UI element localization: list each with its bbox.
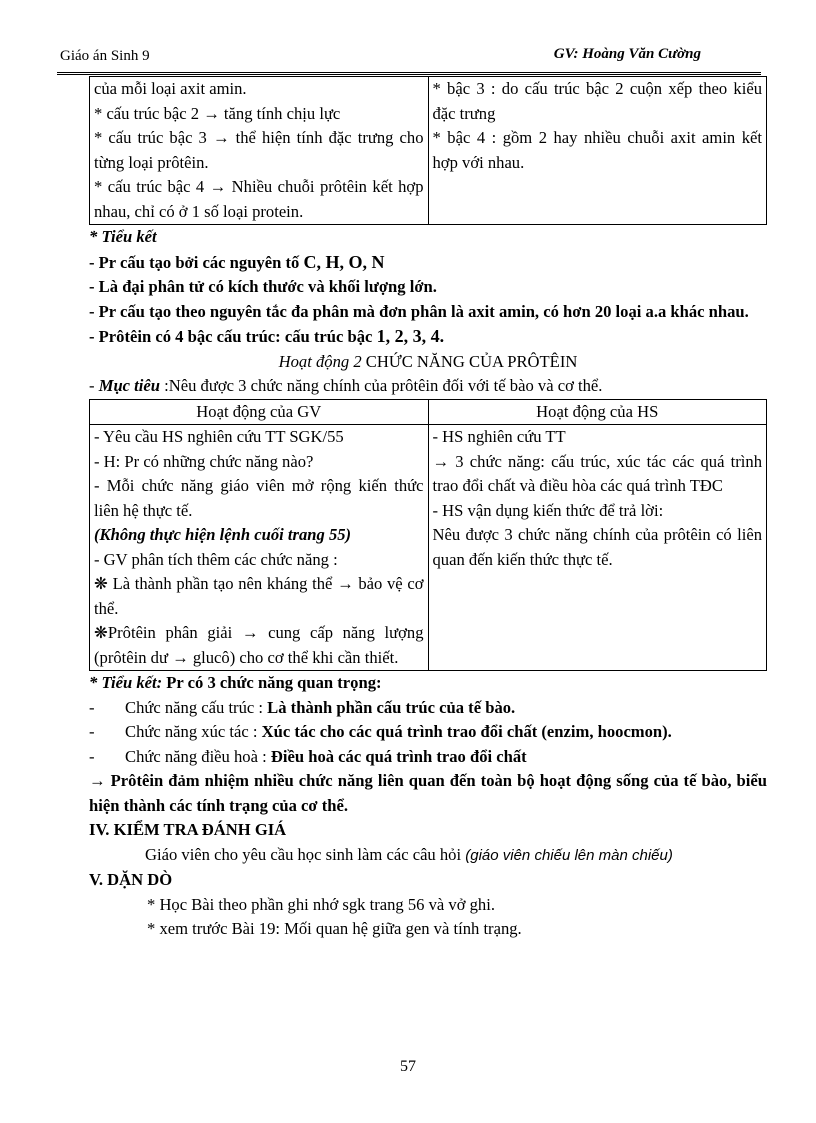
structure-table xyxy=(89,76,767,225)
table-line: ❋ Là thành phần tạo nên kháng thể → bảo vệ cơ thể. xyxy=(94,574,424,618)
summary2-conclusion: → Prôtêin đảm nhiệm nhiều chức năng liên quan đến toàn bộ hoạt động sống của tế bào, biểu hiện thành các tính trạng của cơ thể. xyxy=(89,771,767,815)
table-line: ❋Prôtêin phân giải → cung cấp năng lượng (prôtêin dư → glucô) cho cơ thể khi cần thiết. xyxy=(94,623,424,667)
summary1-line4: - Prôtêin có 4 bậc cấu trúc: cấu trúc bậc 1, 2, 3, 4. xyxy=(89,326,445,346)
header-teacher: GV: Hoàng Văn Cường xyxy=(553,46,701,62)
summary1-line2: - Là đại phân tử có kích thước và khối lượng lớn. xyxy=(89,277,437,296)
page-content xyxy=(89,76,767,942)
activity-table-gv-cell xyxy=(90,425,429,671)
table-line: của mỗi loại axit amin. xyxy=(94,79,247,98)
section5-title: V. DẶN DÒ xyxy=(89,870,173,889)
table-line: * bậc 4 : gồm 2 hay nhiều chuỗi axit amin kết hợp với nhau. xyxy=(432,128,762,172)
table-line: - Mỗi chức năng giáo viên mở rộng kiến thức liên hệ thực tế. xyxy=(94,476,424,520)
table-line: - HS vận dụng kiến thức để trả lời: xyxy=(432,500,664,520)
table-line: - HS nghiên cứu TT xyxy=(432,427,566,446)
summary1-title: * Tiểu kết xyxy=(89,227,157,246)
activity2-heading: Hoạt động 2 CHỨC NĂNG CỦA PRÔTÊIN xyxy=(278,351,578,371)
activity-table-header-hs: Hoạt động của HS xyxy=(428,399,767,425)
table-line: - Yêu cầu HS nghiên cứu TT SGK/55 xyxy=(94,427,344,446)
section4-title: IV. KIỂM TRA ĐÁNH GIÁ xyxy=(89,820,287,839)
summary2-intro: * Tiểu kết: Pr có 3 chức năng quan trọng: xyxy=(89,673,382,692)
table-line: * cấu trúc bậc 3 → thể hiện tính đặc trưng cho từng loại prôtêin. xyxy=(94,128,424,172)
table-line: (Không thực hiện lệnh cuối trang 55) xyxy=(94,525,352,544)
table-line: * cấu trúc bậc 2 → tăng tính chịu lực xyxy=(94,103,341,123)
activity-table-header-gv: Hoạt động của GV xyxy=(90,399,429,425)
table-line: → 3 chức năng: cấu trúc, xúc tác các quá trình trao đổi chất và điều hòa các quá trình TĐC xyxy=(432,451,762,495)
page-number: 57 xyxy=(400,1058,416,1075)
page-header xyxy=(57,44,761,75)
function-item: - Chức năng cấu trúc : Là thành phần cấu trúc của tế bào. xyxy=(89,697,516,717)
section5-line1: * Học Bài theo phần ghi nhớ sgk trang 56 và vở ghi. xyxy=(147,894,495,914)
section4-text: Giáo viên cho yêu cầu học sinh làm các câu hỏi (giáo viên chiếu lên màn chiếu) xyxy=(145,844,673,864)
summary1-line1: - Pr cấu tạo bởi các nguyên tố C, H, O, N xyxy=(89,251,385,272)
activity-table xyxy=(89,399,767,672)
activity-table-hs-cell xyxy=(428,425,767,671)
header-subject: Giáo án Sinh 9 xyxy=(60,48,150,64)
table-line: * cấu trúc bậc 4 → Nhiều chuỗi prôtêin kết hợp nhau, chỉ có ở 1 số loại protein. xyxy=(94,177,424,221)
summary1-line3: - Pr cấu tạo theo nguyên tắc đa phân mà đơn phân là axit amin, có hơn 20 loại a.a khác nhau. xyxy=(89,301,749,321)
table-line: - H: Pr có những chức năng nào? xyxy=(94,451,314,471)
function-item: - Chức năng xúc tác : Xúc tác cho các quá trình trao đổi chất (enzim, hoocmon). xyxy=(89,722,672,741)
table-line: Nêu được 3 chức năng chính của prôtêin có liên quan đến kiến thức thực tế. xyxy=(432,525,762,569)
structure-table-left-cell xyxy=(90,77,429,225)
table-line: * bậc 3 : do cấu trúc bậc 2 cuộn xếp theo kiểu đặc trưng xyxy=(432,79,762,123)
function-item: - Chức năng điều hoà : Điều hoà các quá trình trao đổi chất xyxy=(89,746,527,766)
section5-line2: * xem trước Bài 19: Mối quan hệ giữa gen và tính trạng. xyxy=(147,919,522,938)
structure-table-right-cell xyxy=(428,77,767,225)
table-line: - GV phân tích thêm các chức năng : xyxy=(94,549,338,569)
activity2-goal: - Mục tiêu :Nêu được 3 chức năng chính của prôtêin đối với tế bào và cơ thể. xyxy=(89,376,603,395)
